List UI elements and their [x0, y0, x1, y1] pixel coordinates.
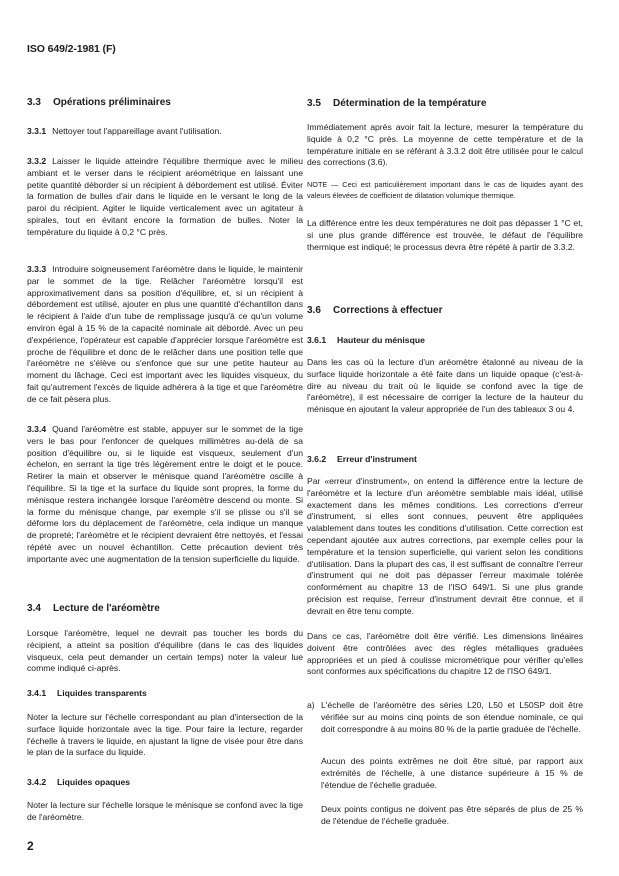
- list-item-a-para-3: Deux points contigus ne doivent pas être séparés de plus de 25 % de l'étendue de l'échelle graduée.: [321, 804, 583, 826]
- paragraph-3-5-b: La différence entre les deux températures ne doit pas dépasser 1 °C et, si une plus grande différence est trouvée, le défaut de l'équilibre thermique est indiqué; le processus devra être répété à partir de 3.3.2.: [307, 218, 583, 252]
- paragraph-3-3-1: 3.3.1 Nettoyer tout l'appareillage avant l'utilisation.: [27, 126, 222, 136]
- paragraph-3-6-1: Dans les cas où la lecture d'un aréomètre étalonné au niveau de la surface liquide horizontale a été faite dans un liquide opaque (c'est-à-dire au niveau du trait où le liquide se confond avec la tige de l'aréomètre), il est nécessaire de corriger la lecture de la hauteur du ménisque en ajoutant la valeur appropriée de l'un des tableaux 3 ou 4.: [307, 357, 583, 415]
- heading-3-4-1: 3.4.1 Liquides transparents: [27, 688, 147, 698]
- heading-3-6: 3.6 Corrections à effectuer: [307, 305, 443, 316]
- paragraph-3-6-2-b: Dans ce cas, l'aréomètre doit être vérifié. Les dimensions linéaires doivent être contrôlées avec des règles métalliques graduées appropriées et un pied à coulisse micrométrique pour vérifier qu'elles sont conformes aux spécifications du chapitre 12 de l'ISO 649/1.: [307, 631, 583, 677]
- paragraph-3-4-1: Noter la lecture sur l'échelle correspondant au plan d'intersection de la surface liquide horizontale avec la tige. Pour faire la lecture, regarder l'échelle à travers le liquide, en ajustant la ligne de visée pour être dans le plan de la surface du liquide.: [27, 712, 303, 758]
- list-item-a-para-2: Aucun des points extrêmes ne doit être situé, par rapport aux extrémités de l'échelle, à une distance supérieure à 15 % de l'étendue de l'échelle graduée.: [321, 756, 583, 790]
- document-header: ISO 649/2-1981 (F): [27, 43, 116, 55]
- heading-3-6-2: 3.6.2 Erreur d'instrument: [307, 454, 417, 464]
- paragraph-3-3-4: 3.3.4 Quand l'aréomètre est stable, appuyer sur le sommet de la tige vers le bas pour l'enfoncer de quelques millimètres au-delà de sa position d'équilibre ou, si le liquide est visqueux, seulement d'un échelon, en serrant la tige très légèrement entre le doigt et le pouce. Retirer la main et observer le ménisque quand l'aréomètre oscille à l'équilibre. Si la tige et la surface du liquide sont propres, la forme du ménisque restera inchangée lorsque l'aréomètre descend ou monte. Si la forme du ménisque change, par exemple s'il se plisse ou s'il se déforme lors du déplacement de l'aréomètre, cela indique un manque de propreté; l'aréomètre et le récipient devraient être nettoyés, et l'essai répété avec un nouvel échantillon. Cette précaution devient très importante avec une augmentation de la tension superficielle du liquide.: [27, 424, 303, 564]
- page-number: 2: [27, 839, 34, 853]
- paragraph-3-5: Immédiatement après avoir fait la lecture, mesurer la température du liquide à 0,2 °C près. La moyenne de cette température et de la température initiale en se référant à 3.3.2 doit être utilisée pour le calcul des corrections (3.6).: [307, 122, 583, 168]
- paragraph-3-4: Lorsque l'aréomètre, lequel ne devrait pas toucher les bords du récipient, a atteint sa position d'équilibre (dans le cas des liquides visqueux, cela peut demander un certain temps) noter la valeur lue comme indiqué ci-après.: [27, 628, 303, 674]
- paragraph-3-4-2: Noter la lecture sur l'échelle lorsque le ménisque se confond avec la tige de l'aréomètre.: [27, 800, 303, 822]
- heading-3-5: 3.5 Détermination de la température: [307, 98, 487, 109]
- list-item-a: a) L'échelle de l'aréomètre des séries L20, L50 et L50SP doit être vérifiée sur au moins cinq points de son étendue nominale, ce qui doit correspondre à au moins 80 % de la partie graduée de l'échelle.: [307, 700, 583, 734]
- paragraph-3-3-2: 3.3.2 Laisser le liquide atteindre l'équilibre thermique avec le milieu ambiant et le verser dans le récipient aréométrique en laissant une petite quantité déborder si un récipient à débordement est utilisé. Éviter la formation de bulles d'air dans le liquide en le versant le long de la paroi du récipient. Agiter le liquide verticalement avec un agitateur à spirales, tout en évitant encore la formation de bulles. Noter la température du liquide à 0,2 °C près.: [27, 156, 303, 237]
- paragraph-3-3-3: 3.3.3 Introduire soigneusement l'aréomètre dans le liquide, le maintenir par le sommet de la tige. Relâcher l'aréomètre lorsqu'il est approximativement dans sa position d'équilibre, et, si un récipient à débordement est utilisé, ajouter en plus une quantité d'échantillon dans le récipient à l'aide d'un tube de remplissage jusqu'à ce qu'un volume environ égal à 15 % de la capacité nominale ait débordé. Avec un peu d'expérience, l'opérateur est capable d'apprécier lorsque l'aréomètre est proche de l'équilibre et donc de le relâcher dans une position telle que l'aréomètre ne s'élève ou s'enfonce que sur une petite hauteur au moment du lâchage. Ceci est important avec les liquides visqueux, du fait qu'autrement l'excès de liquide adhérera à la tige et que l'aréomètre de ce fait pèsera plus.: [27, 264, 303, 404]
- note-3-5: NOTE — Ceci est particulièrement important dans le cas de liquides ayant des valeurs élevées de coefficient de dilatation volumique thermique.: [307, 180, 583, 200]
- heading-3-4: 3.4 Lecture de l'aréomètre: [27, 603, 160, 614]
- paragraph-3-6-2: Par «erreur d'instrument», on entend la différence entre la lecture de l'aréomètre et la lecture d'un aréomètre semblable mais idéal, utilisé exactement dans les mêmes conditions. Les corrections d'erreur d'instrument, si elles sont connues, peuvent être appliquées valablement dans toutes les conditions d'utilisation. Cette correction est cependant ajoutée aux autres corrections, par exemple celles pour la température et la tension superficielle, qui varient selon les conditions d'utilisation. Dans la plupart des cas, il est suffisant de connaître l'erreur d'instrument qui ne doit pas dépasser l'erreur maximale tolérée conformément au chapitre 13 de l'ISO 649/1. Si une plus grande précision est requise, l'erreur d'instrument devrait être connue, et il devrait en être tenu compte.: [307, 476, 583, 616]
- heading-3-3: 3.3 Opérations préliminaires: [27, 97, 171, 108]
- heading-3-4-2: 3.4.2 Liquides opaques: [27, 777, 131, 787]
- heading-3-6-1: 3.6.1 Hauteur du ménisque: [307, 335, 425, 345]
